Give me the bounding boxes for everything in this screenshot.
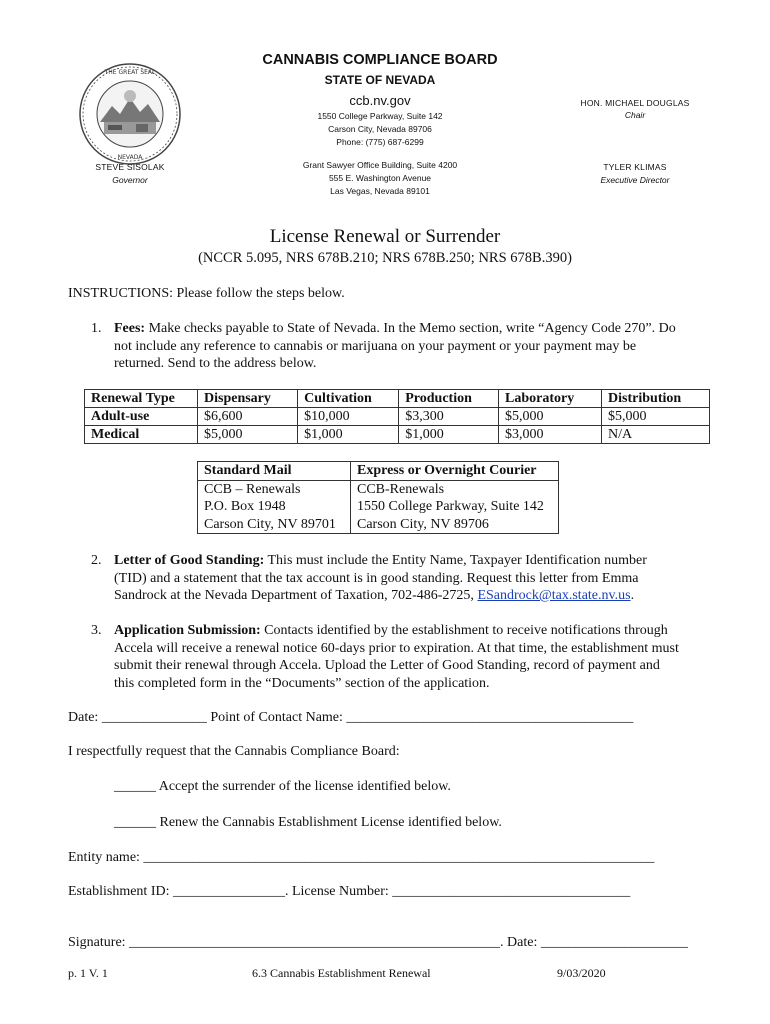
table-cell [351, 480, 559, 534]
step-text: Make checks payable to State of Nevada. In the Memo section, write “Agency Code 270”. Do [148, 321, 676, 336]
step-line [114, 587, 724, 605]
state-seal-logo [78, 62, 182, 166]
address-line: 555 E. Washington Avenue [328, 173, 432, 183]
table-cell: $5,000 [198, 426, 298, 444]
mail-line: CCB – Renewals [204, 481, 301, 497]
table-header-cell: Production [399, 390, 499, 408]
table-cell: $1,000 [298, 426, 399, 444]
mail-line: CCB-Renewals [357, 481, 445, 497]
address-line: Grant Sawyer Office Building, Suite 4200 [302, 160, 458, 170]
table-cell: Adult-use [85, 408, 198, 426]
renew-option[interactable]: ______ Renew the Cannabis Establishment License identified below. [114, 815, 502, 830]
table-cell: $3,300 [399, 408, 499, 426]
step-fees [114, 320, 714, 373]
step-text: Contacts identified by the establishment to receive notifications through [264, 623, 668, 638]
request-statement: I respectfully request that the Cannabis Compliance Board: [68, 744, 400, 759]
step-label: Fees: [114, 321, 146, 336]
table-header-cell: Laboratory [499, 390, 602, 408]
table-row [85, 426, 710, 444]
step-number: 1. [91, 321, 102, 336]
table-cell: N/A [602, 426, 710, 444]
table-cell: $5,000 [499, 408, 602, 426]
table-cell: $1,000 [399, 426, 499, 444]
step-number: 2. [91, 553, 102, 568]
chair-role: Chair [624, 110, 646, 120]
instructions-heading: INSTRUCTIONS: Please follow the steps below. [68, 286, 345, 301]
board-name: CANNABIS COMPLIANCE BOARD [262, 52, 498, 68]
table-row [198, 480, 559, 534]
table-header-cell: Distribution [602, 390, 710, 408]
mail-line: 1550 College Parkway, Suite 142 [357, 499, 544, 514]
svg-text:NEVADA: NEVADA [117, 154, 143, 161]
director-name: TYLER KLIMAS [603, 162, 667, 172]
step-line: submit their renewal through Accela. Upload the Letter of Good Standing, record of payment and [114, 658, 660, 673]
date-contact-field[interactable]: Date: _______________ Point of Contact Name: _________________________________________ [68, 710, 634, 725]
address-line: 1550 College Parkway, Suite 142 [317, 111, 443, 121]
establishment-license-field[interactable]: Establishment ID: ________________. License Number: __________________________________ [68, 884, 631, 899]
step-number: 3. [91, 623, 102, 638]
table-header-cell: Express or Overnight Courier [351, 462, 559, 481]
step-line [114, 622, 724, 640]
chair-name: HON. MICHAEL DOUGLAS [580, 98, 690, 108]
las-vegas-address [215, 159, 545, 198]
table-cell: $3,000 [499, 426, 602, 444]
address-line: Carson City, Nevada 89706 [328, 124, 432, 134]
footer-form-name: 6.3 Cannabis Establishment Renewal [252, 966, 431, 980]
website-link[interactable]: ccb.nv.gov [349, 93, 411, 108]
mail-line: P.O. Box 1948 [204, 499, 286, 514]
governor-role: Governor [112, 175, 148, 185]
fees-table [84, 389, 710, 444]
step-line: returned. Send to the address below. [114, 356, 317, 371]
step-line [114, 552, 724, 570]
table-header-row [85, 390, 710, 408]
step-line [114, 320, 714, 338]
mail-line: Carson City, NV 89701 [204, 516, 336, 532]
svg-text:THE GREAT SEAL: THE GREAT SEAL [104, 69, 156, 76]
step-text: This must include the Entity Name, Taxpayer Identification number [267, 553, 647, 568]
footer-page: p. 1 V. 1 [68, 966, 108, 980]
table-cell: $6,600 [198, 408, 298, 426]
table-cell: Medical [85, 426, 198, 444]
director-role: Executive Director [600, 175, 670, 185]
step-text: . [630, 588, 635, 603]
table-cell [198, 480, 351, 534]
step-text: Sandrock at the Nevada Department of Taxation, 702-486-2725, [114, 588, 478, 603]
step-line: (TID) and a statement that the tax account is in good standing. Request this letter from Emma [114, 570, 639, 586]
table-header-cell: Cultivation [298, 390, 399, 408]
step-line: this completed form in the “Documents” section of the application. [114, 675, 490, 691]
form-subtitle: (NCCR 5.095, NRS 678B.210; NRS 678B.250; NRS 678B.390) [198, 250, 572, 266]
state-name: STATE OF NEVADA [324, 73, 436, 87]
table-cell: $5,000 [602, 408, 710, 426]
table-cell: $10,000 [298, 408, 399, 426]
address-line: Las Vegas, Nevada 89101 [330, 186, 430, 196]
governor-name: STEVE SISOLAK [95, 162, 165, 172]
step-label: Application Submission: [114, 623, 261, 638]
table-header-cell: Renewal Type [85, 390, 198, 408]
table-header-row [198, 462, 559, 481]
table-header-cell: Standard Mail [198, 462, 351, 481]
table-header-cell: Dispensary [198, 390, 298, 408]
email-link[interactable]: ESandrock@tax.state.nv.us [477, 588, 631, 603]
phone-line: Phone: (775) 687-6299 [336, 137, 424, 147]
signature-date-field[interactable]: Signature: _____________________________________________________. Date: _____________________ [68, 935, 688, 950]
form-title: License Renewal or Surrender [269, 226, 501, 247]
carson-address [215, 110, 545, 149]
surrender-option[interactable]: ______ Accept the surrender of the license identified below. [114, 779, 451, 794]
footer-date: 9/03/2020 [557, 966, 606, 980]
table-row [85, 408, 710, 426]
step-application-submission [114, 622, 724, 692]
mail-address-table [197, 461, 559, 534]
mail-line: Carson City, NV 89706 [357, 516, 489, 532]
step-label: Letter of Good Standing: [114, 553, 265, 568]
step-line: Accela will receive a renewal notice 60-days prior to expiration. At that time, the establishment must [114, 640, 679, 656]
step-good-standing [114, 552, 724, 605]
entity-name-field[interactable]: Entity name: _________________________________________________________________________ [68, 850, 655, 865]
step-line: not include any reference to cannabis or marijuana on your payment or your payment may be [114, 338, 637, 354]
